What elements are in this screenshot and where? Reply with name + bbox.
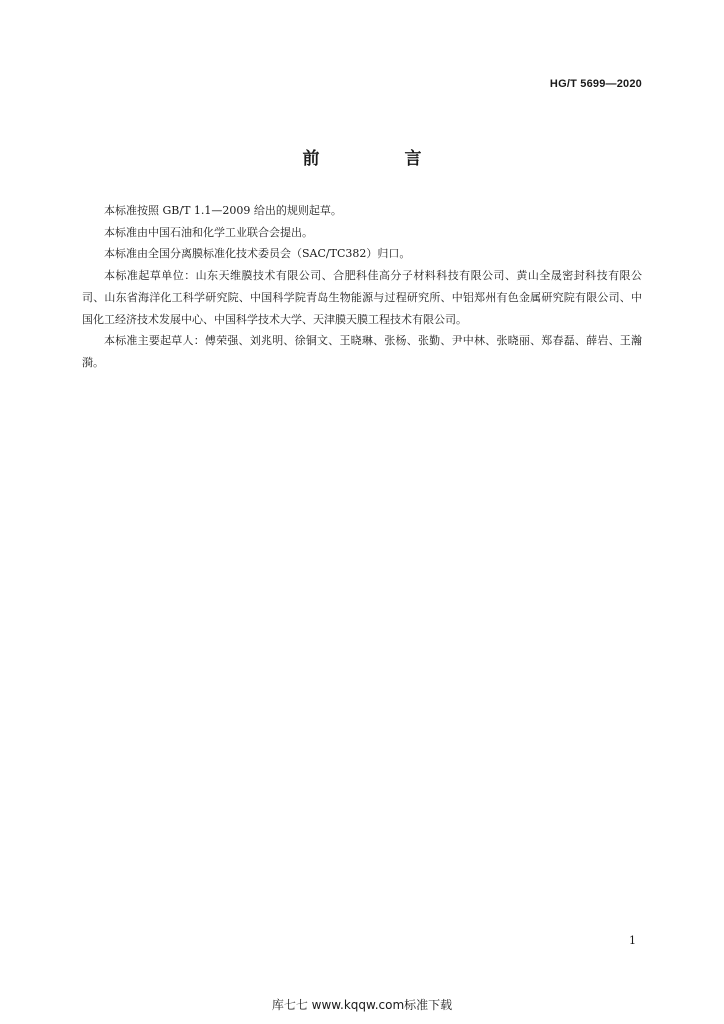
page-title: 前 言: [302, 149, 456, 169]
document-body: [82, 200, 642, 374]
paragraph-main-drafters: 本标准主要起草人：傅荣强、刘兆明、徐铜文、王晓琳、张杨、张勤、尹中林、张晓丽、郑春磊、薛岩、王瀚漪。: [82, 334, 642, 369]
paragraph-proposed-by: 本标准由中国石油和化学工业联合会提出。: [104, 225, 313, 239]
paragraph-drafting-units: 本标准起草单位：山东天维膜技术有限公司、合肥科佳高分子材料科技有限公司、黄山全晟密封科技有限公司、山东省海洋化工科学研究院、中国科学院青岛生物能源与过程研究所、中铝郑州有色金属研究院有限公司、中国化工经济技术发展中心、中国科学技术大学、天津膜天膜工程技术有限公司。: [82, 269, 642, 326]
paragraph-drafting-rules: 本标准按照 GB/T 1.1—2009 给出的规则起草。: [104, 204, 342, 217]
footer-watermark-text: 库七七 www.kqqw.com标准下载: [271, 998, 453, 1012]
standard-code: HG/T 5699—2020: [549, 78, 642, 90]
page-number: 1: [629, 934, 636, 947]
paragraph-under-jurisdiction: 本标准由全国分离膜标准化技术委员会（SAC/TC382）归口。: [104, 247, 411, 261]
